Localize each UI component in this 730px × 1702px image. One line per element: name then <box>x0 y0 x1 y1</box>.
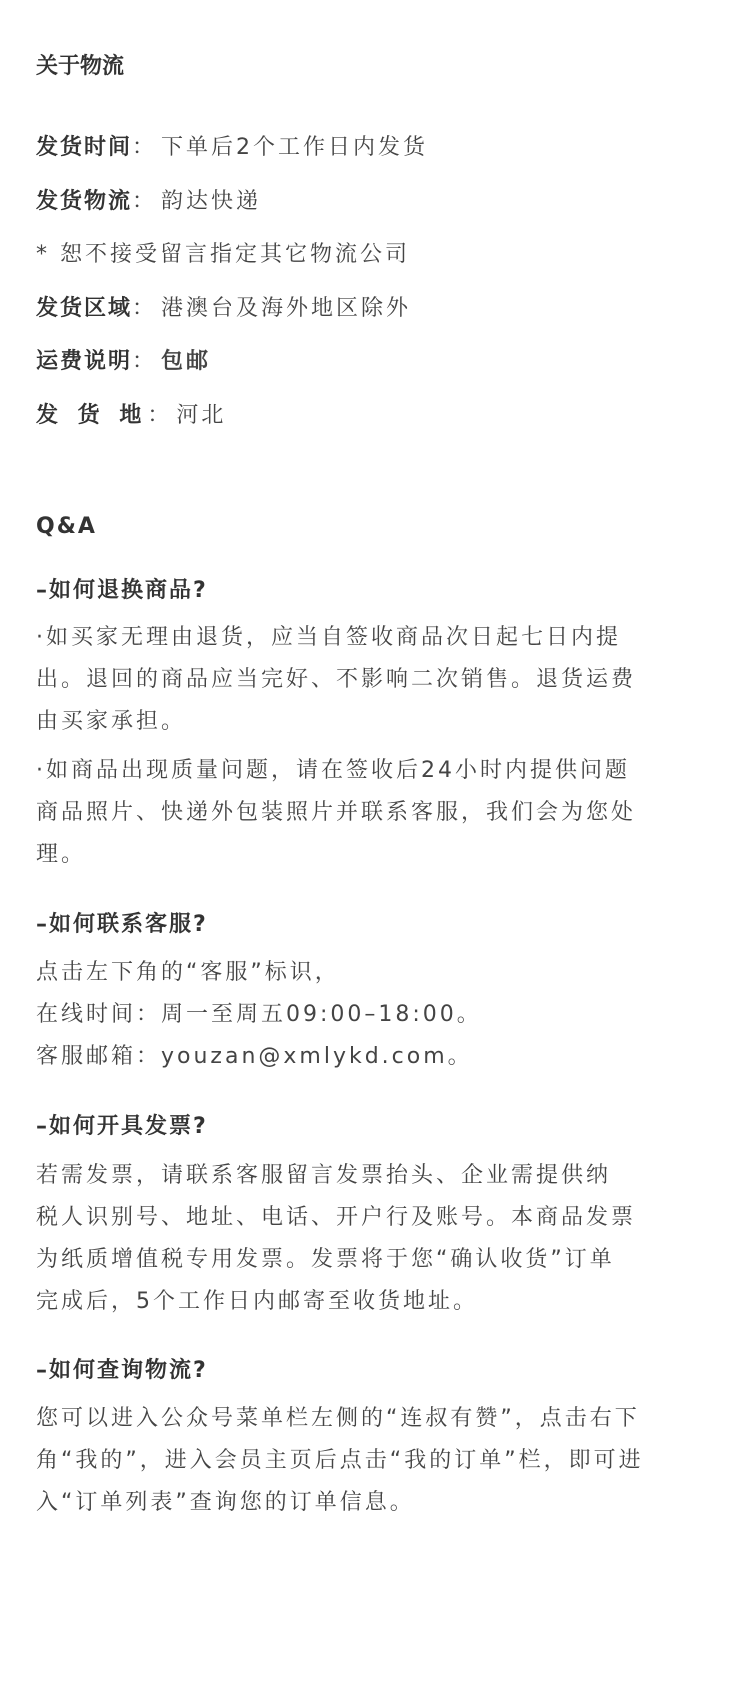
shipping-fee-row <box>36 347 211 377</box>
text-line: 入“订单列表”查询您的订单信息。 <box>36 1490 415 1515</box>
row-label: 发货时间 <box>36 135 133 160</box>
row-value: 韵达快递 <box>161 189 262 214</box>
text-line: 点击左下角的“客服”标识， <box>36 960 340 985</box>
text-line: 出。退回的商品应当完好、不影响二次销售。退货运费 <box>36 667 637 692</box>
ship-time-row <box>36 133 428 163</box>
text-line: 税人识别号、地址、电话、开户行及账号。本商品发票 <box>36 1205 637 1230</box>
text-line: 在线时间：周一至周五09:00–18:00。 <box>36 1002 482 1027</box>
qa-heading-invoice: –如何开具发票? <box>36 1114 208 1139</box>
qa-title: Q&A <box>36 514 97 539</box>
invoice-paragraph <box>36 1155 698 1323</box>
logistics-title: 关于物流 <box>36 54 125 79</box>
row-value: 港澳台及海外地区除外 <box>161 296 412 321</box>
row-sep: ： <box>132 189 155 214</box>
row-value: 下单后2个工作日内发货 <box>161 135 429 160</box>
tracking-paragraph <box>36 1398 698 1524</box>
text-line: 商品照片、快递外包装照片并联系客服，我们会为您处 <box>36 800 637 825</box>
ship-carrier-row <box>36 187 261 217</box>
returns-paragraph-1 <box>36 617 698 743</box>
text-line: 您可以进入公众号菜单栏左侧的“连叔有赞”，点击右下 <box>36 1406 640 1431</box>
returns-paragraph-2 <box>36 750 698 876</box>
text-line: 若需发票，请联系客服留言发票抬头、企业需提供纳 <box>36 1163 612 1188</box>
row-value: 河北 <box>176 403 227 428</box>
text-line: 为纸质增值税专用发票。发票将于您“确认收货”订单 <box>36 1247 615 1272</box>
row-sep: ： <box>132 349 155 374</box>
carrier-note: * 恕不接受留言指定其它物流公司 <box>36 242 410 267</box>
row-label: 运费说明 <box>36 349 133 374</box>
qa-heading-returns: –如何退换商品? <box>36 578 208 603</box>
service-email: 客服邮箱：youzan@xmlykd.com。 <box>36 1044 473 1069</box>
text-line: ·如商品出现质量问题，请在签收后24小时内提供问题 <box>36 758 630 783</box>
qa-heading-tracking: –如何查询物流? <box>36 1358 208 1383</box>
text-line: ·如买家无理由退货，应当自签收商品次日起七日内提 <box>36 625 621 650</box>
text-line: 完成后，5个工作日内邮寄至收货地址。 <box>36 1289 478 1314</box>
row-value: 包邮 <box>161 349 212 374</box>
contact-paragraph <box>36 952 698 1078</box>
text-line: 理。 <box>36 842 87 867</box>
row-sep: ： <box>132 296 155 321</box>
ship-origin-row <box>36 401 226 431</box>
row-label: 发货物流 <box>36 189 133 214</box>
ship-region-row <box>36 294 411 324</box>
qa-heading-contact: –如何联系客服? <box>36 912 208 937</box>
row-label: 发货区域 <box>36 296 133 321</box>
row-label: 发 货 地 <box>36 403 148 428</box>
row-sep: ： <box>147 403 170 428</box>
text-line: 由买家承担。 <box>36 709 187 734</box>
row-sep: ： <box>132 135 155 160</box>
text-line: 角“我的”，进入会员主页后点击“我的订单”栏，即可进 <box>36 1448 644 1473</box>
